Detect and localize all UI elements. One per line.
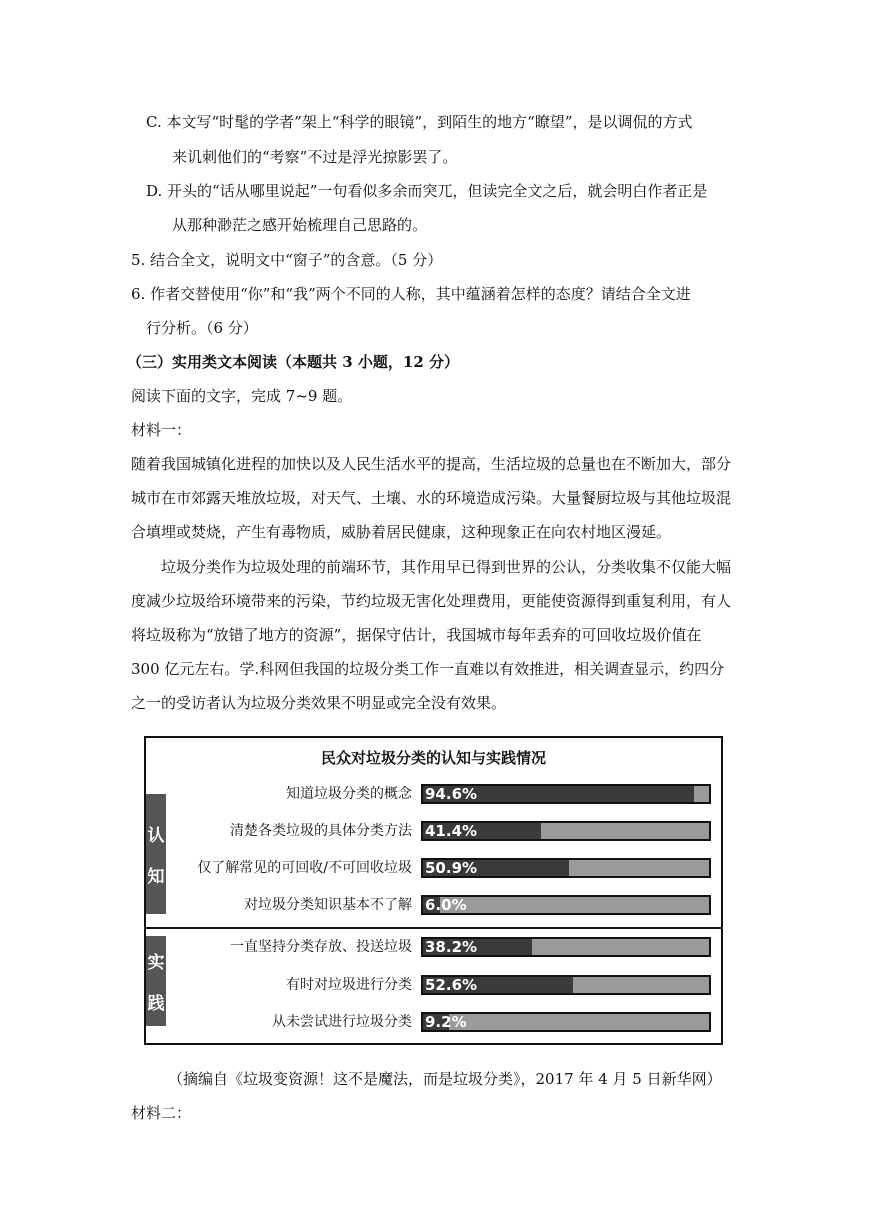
bar-label: 有时对垃圾进行分类 bbox=[286, 977, 412, 993]
group-tag-char: 实 bbox=[147, 953, 165, 973]
bar-label: 一直坚持分类存放、投送垃圾 bbox=[230, 939, 412, 955]
source-citation: （摘编自《垃圾变资源！这不是魔法，而是垃圾分类》，2017 年 4 月 5 日新华网） bbox=[168, 1070, 722, 1088]
bar-track bbox=[421, 1012, 711, 1032]
question-5: 5. 结合全文，说明文中“窗子”的含意。（5 分） bbox=[131, 251, 443, 269]
chart-group-divider bbox=[146, 927, 721, 929]
chart-title: 民众对垃圾分类的认知与实践情况 bbox=[320, 749, 546, 767]
bar-label: 从未尝试进行垃圾分类 bbox=[272, 1014, 412, 1030]
group-tag-cognition bbox=[146, 794, 166, 914]
bar-track bbox=[421, 895, 711, 915]
bar-label: 对垃圾分类知识基本不了解 bbox=[244, 897, 412, 913]
group-tag-char: 践 bbox=[147, 994, 165, 1014]
paragraph-1-line3: 合填埋或焚烧，产生有毒物质，威胁着居民健康，这种现象正在向农村地区漫延。 bbox=[131, 523, 672, 541]
bar-label: 仅了解常见的可回收/不可回收垃圾 bbox=[197, 860, 412, 876]
bar-label: 知道垃圾分类的概念 bbox=[286, 786, 412, 802]
paragraph-2-line3: 将垃圾称为“放错了地方的资源”，据保守估计，我国城市每年丢弃的可回收垃圾价值在 bbox=[131, 626, 702, 644]
bar-value-label: 9.2% bbox=[425, 1013, 467, 1031]
bar-track bbox=[421, 975, 711, 995]
section-heading: （三）实用类文本阅读（本题共 3 小题，12 分） bbox=[127, 353, 459, 371]
option-d-line1: D. 开头的“话从哪里说起”一句看似多余而突兀，但读完全文之后，就会明白作者正是 bbox=[146, 182, 708, 200]
survey-chart bbox=[144, 736, 723, 1045]
paragraph-2-line2: 度减少垃圾给环境带来的污染，节约垃圾无害化处理费用，更能使资源得到重复利用，有人 bbox=[131, 592, 732, 610]
paragraph-1-line1: 随着我国城镇化进程的加快以及人民生活水平的提高，生活垃圾的总量也在不断加大，部分 bbox=[131, 455, 732, 473]
paragraph-1-line2: 城市在市郊露天堆放垃圾，对天气、土壤、水的环境造成污染。大量餐厨垃圾与其他垃圾混 bbox=[131, 489, 732, 507]
bar-value-label: 94.6% bbox=[425, 785, 478, 803]
bar-value-label: 38.2% bbox=[425, 938, 478, 956]
paragraph-2-line5: 之一的受访者认为垃圾分类效果不明显或完全没有效果。 bbox=[131, 694, 507, 712]
paragraph-2-line4: 300 亿元左右。学.科网但我国的垃圾分类工作一直难以有效推进，相关调查显示，约四分 bbox=[131, 660, 725, 678]
bar-track bbox=[421, 784, 711, 804]
question-6-line2: 行分析。（6 分） bbox=[146, 319, 258, 337]
group-tag-char: 认 bbox=[147, 826, 165, 846]
bar-value-label: 52.6% bbox=[425, 976, 478, 994]
option-c-line2: 来讥刺他们的“考察”不过是浮光掠影罢了。 bbox=[172, 148, 458, 166]
group-tag-practice bbox=[146, 936, 166, 1026]
bar-label: 清楚各类垃圾的具体分类方法 bbox=[230, 823, 412, 839]
reading-instruction: 阅读下面的文字，完成 7~9 题。 bbox=[131, 387, 353, 405]
bar-track bbox=[421, 858, 711, 878]
option-c-line1: C. 本文写“时髦的学者”架上“科学的眼镜”，到陌生的地方“瞭望”，是以调侃的方式 bbox=[146, 113, 693, 131]
bar-value-label: 41.4% bbox=[425, 822, 478, 840]
question-6-line1: 6. 作者交替使用“你”和“我”两个不同的人称，其中蕴涵着怎样的态度？请结合全文进 bbox=[131, 285, 691, 303]
paragraph-2-line1: 垃圾分类作为垃圾处理的前端环节，其作用早已得到世界的公认，分类收集不仅能大幅 bbox=[161, 558, 732, 576]
material-two-label: 材料二： bbox=[131, 1104, 192, 1122]
bar-value-label: 50.9% bbox=[425, 859, 478, 877]
bar-value-label: 6.0% bbox=[425, 896, 467, 914]
material-one-label: 材料一： bbox=[131, 421, 192, 439]
option-d-line2: 从那种渺茫之感开始梳理自己思路的。 bbox=[172, 216, 428, 234]
group-tag-char: 知 bbox=[147, 867, 165, 887]
bar-track bbox=[421, 937, 711, 957]
bar-track bbox=[421, 821, 711, 841]
